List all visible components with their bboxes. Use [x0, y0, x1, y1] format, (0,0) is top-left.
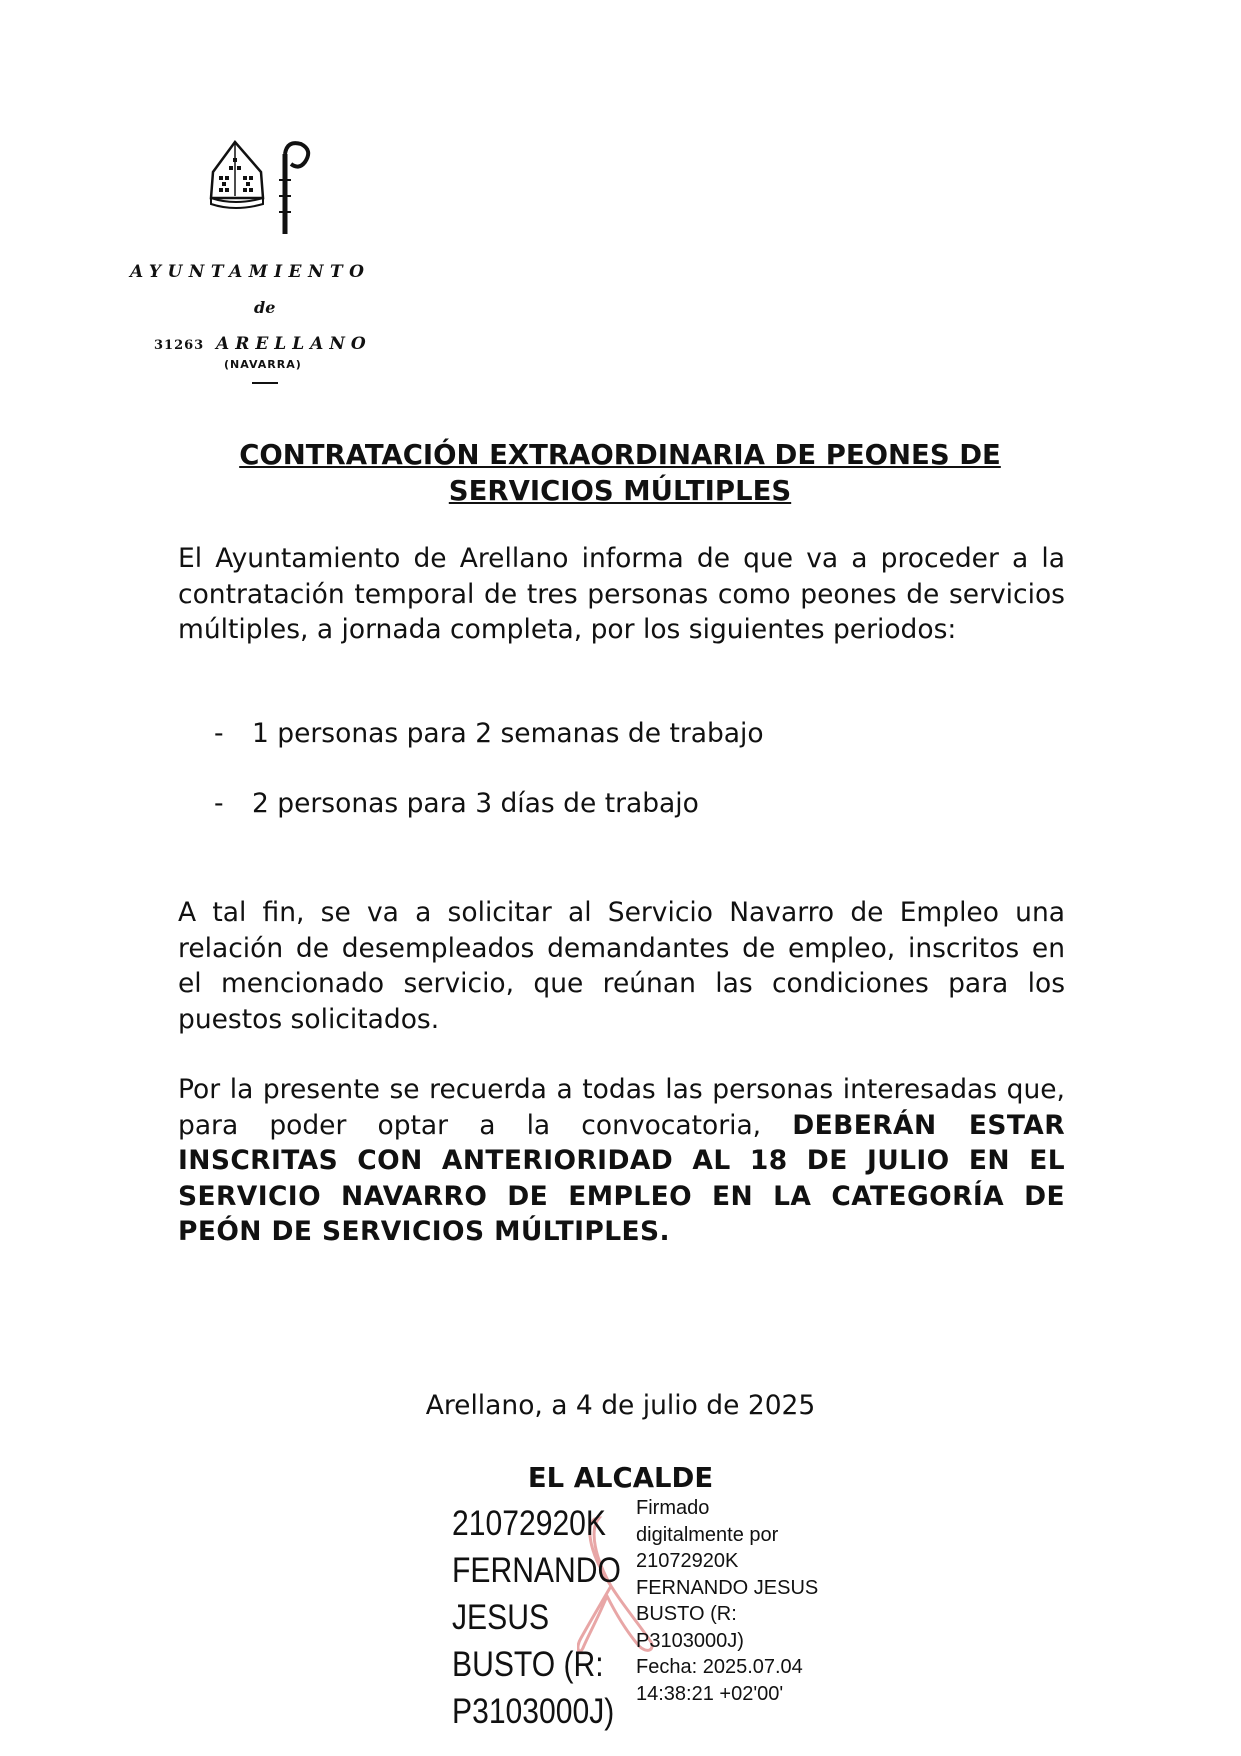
signature-detail-line: P3103000J)	[636, 1629, 744, 1652]
signature-name-line: JESUS	[452, 1598, 550, 1637]
signature-details	[636, 1495, 826, 1707]
signature-detail-line: BUSTO (R:	[636, 1603, 737, 1625]
bullet-dash: -	[214, 718, 224, 749]
bullet-dash: -	[214, 788, 224, 819]
signature-detail-line: 21072920K	[636, 1550, 739, 1572]
signature-detail-line: digitalmente por	[636, 1523, 779, 1546]
signature-name-line: FERNANDO	[452, 1551, 621, 1590]
paragraph-3	[178, 1072, 1065, 1250]
place-date: Arellano, a 4 de julio de 2025	[425, 1390, 816, 1421]
letterhead-org: AYUNTAMIENTO	[130, 262, 371, 282]
letterhead-de: de	[254, 298, 276, 317]
letterhead-region: (NAVARRA)	[224, 358, 302, 371]
signature-name-line: BUSTO (R:	[452, 1645, 604, 1684]
letterhead-postcode: 31263	[154, 338, 205, 353]
paragraph-3-emphasis: DEBERÁN ESTAR INSCRITAS CON ANTERIORIDAD AL 18 DE JULIO EN EL SERVICIO NAVARRO DE EMPLEO EN LA CATEGORÍA DE PEÓN DE SERVICIOS MÚLTIPLES.	[178, 1109, 1065, 1247]
document-title: CONTRATACIÓN EXTRAORDINARIA DE PEONES DE SERVICIOS MÚLTIPLES	[239, 439, 1001, 507]
signature-name	[452, 1500, 621, 1735]
letterhead-town: ARELLANO	[216, 334, 372, 354]
paragraph-3-text: Por la presente se recuerda a todas las personas interesadas que, para poder optar a la convocatoria,	[178, 1074, 1065, 1141]
letterhead-divider	[252, 382, 278, 384]
signature-detail-line: FERNANDO JESUS	[636, 1576, 819, 1599]
list-item-text: 2 personas para 3 días de trabajo	[252, 788, 699, 819]
signature-detail-line: Firmado	[636, 1497, 710, 1519]
signature-detail-line: Fecha: 2025.07.04	[636, 1656, 803, 1678]
signature-name-line: 21072920K	[452, 1504, 607, 1543]
paragraph-2: A tal fin, se va a solicitar al Servicio Navarro de Empleo una relación de desempleados demandantes de empleo, inscritos en el mencionado servicio, que reúnan las condiciones para los puestos solicitados.	[178, 897, 1065, 1035]
list-item-text: 1 personas para 2 semanas de trabajo	[252, 718, 764, 749]
signature-name-line: P3103000J)	[452, 1692, 615, 1731]
list-item	[214, 718, 764, 749]
signer-title: EL ALCALDE	[527, 1462, 714, 1494]
list-item	[214, 788, 699, 819]
signature-detail-line: 14:38:21 +02'00'	[636, 1682, 784, 1705]
coat-of-arms-logo	[205, 140, 340, 236]
intro-paragraph: El Ayuntamiento de Arellano informa de que va a proceder a la contratación temporal de tres personas como peones de servicios múltiples, a jornada completa, por los siguientes periodos:	[178, 543, 1065, 645]
